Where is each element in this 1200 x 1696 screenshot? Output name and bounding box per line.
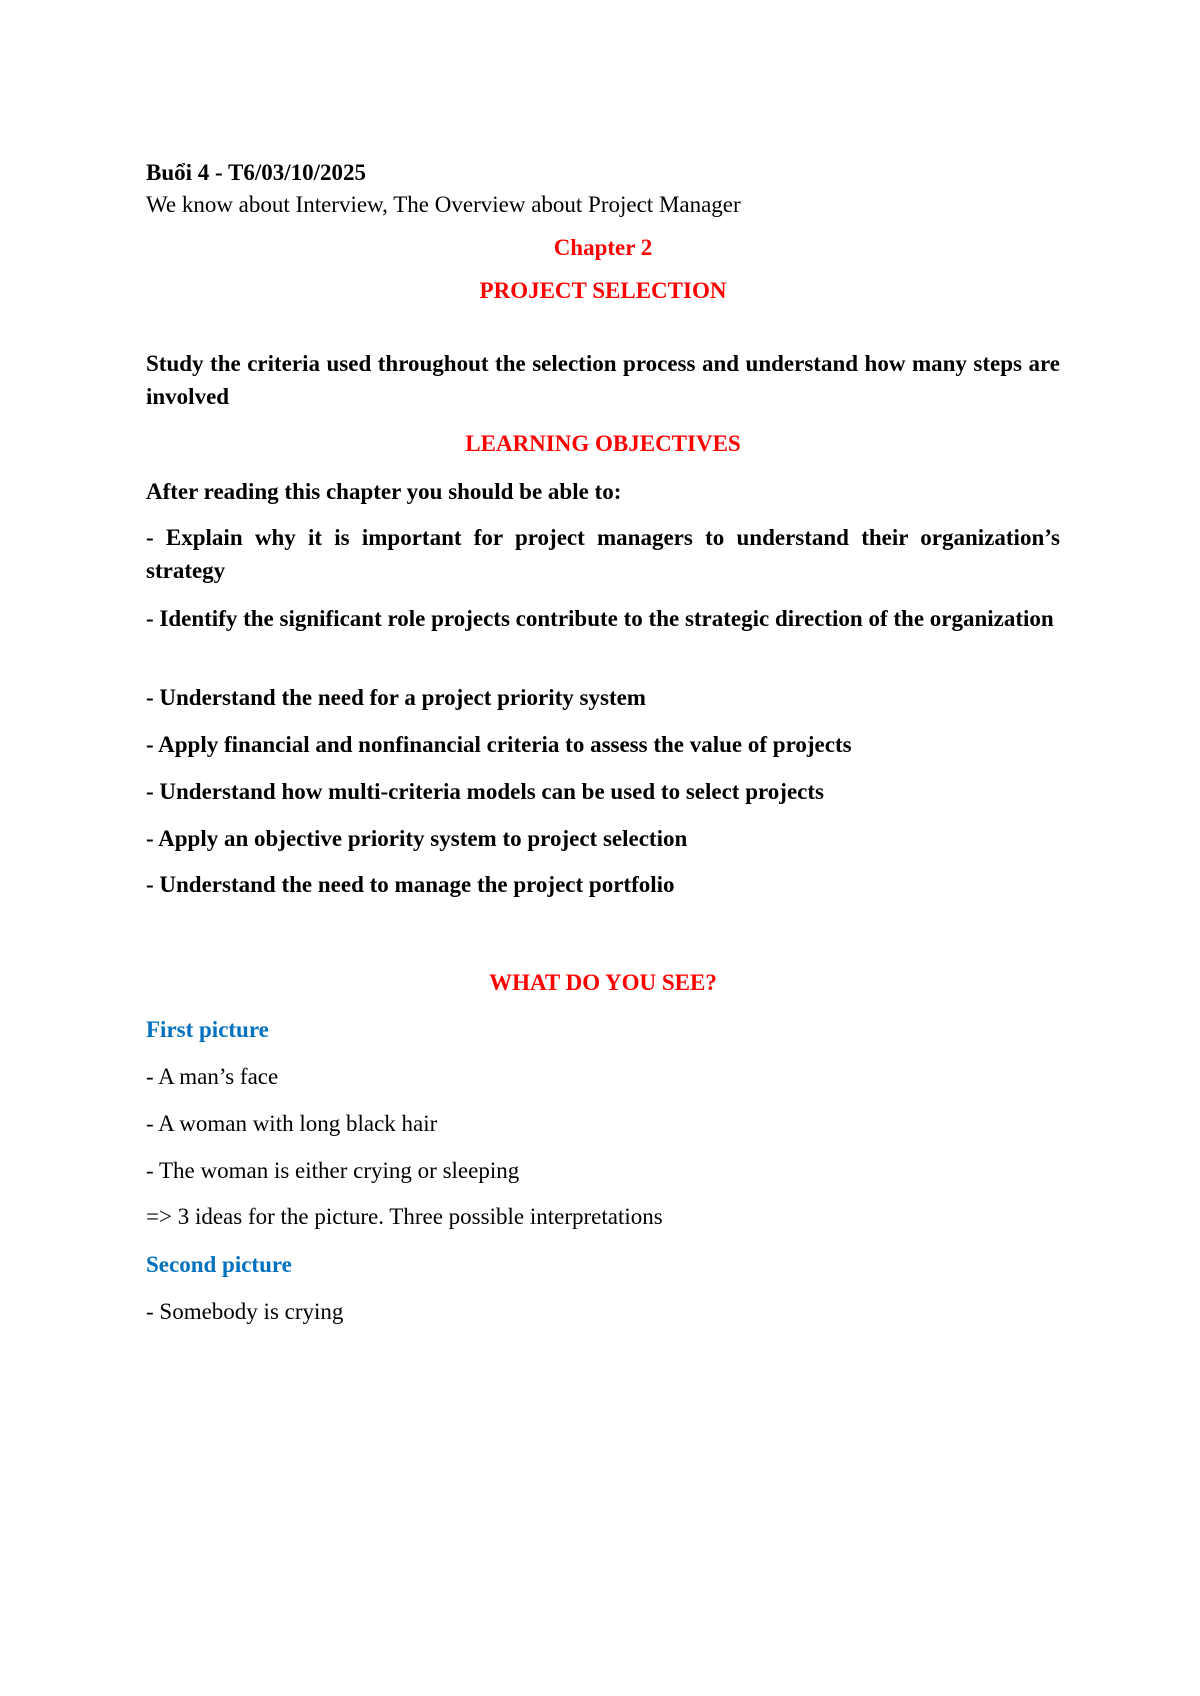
- document-page: [146, 0, 1060, 1696]
- objective-item: - Apply an objective priority system to project selection: [146, 826, 688, 851]
- objective-item: - Understand the need to manage the project portfolio: [146, 872, 675, 897]
- objective-item: - Understand how multi-criteria models can be used to select projects: [146, 779, 824, 804]
- chapter-title: PROJECT SELECTION: [479, 278, 727, 303]
- objectives-lead: After reading this chapter you should be able to:: [146, 479, 622, 504]
- second-picture-item: - Somebody is crying: [146, 1299, 344, 1324]
- objectives-heading: LEARNING OBJECTIVES: [465, 431, 741, 456]
- first-picture-item: - A woman with long black hair: [146, 1111, 438, 1136]
- objective-item: - Understand the need for a project priority system: [146, 685, 646, 710]
- first-picture-item: - The woman is either crying or sleeping: [146, 1158, 520, 1183]
- objective-item: - Identify the significant role projects contribute to the strategic direction of the organization: [146, 606, 1054, 631]
- objective-item: - Apply financial and nonfinancial criteria to assess the value of projects: [146, 732, 852, 757]
- first-picture-item: - A man’s face: [146, 1064, 279, 1089]
- chapter-summary: Study the criteria used throughout the selection process and understand how many steps are involved: [146, 351, 1060, 409]
- chapter-number: Chapter 2: [553, 235, 653, 260]
- second-picture-label: Second picture: [146, 1252, 292, 1277]
- session-title: Buổi 4 - T6/03/10/2025: [146, 160, 367, 185]
- intro-text: We know about Interview, The Overview about Project Manager: [146, 192, 741, 217]
- objective-item: - Explain why it is important for project managers to understand their organization’s strategy: [146, 525, 1060, 583]
- see-heading: WHAT DO YOU SEE?: [489, 970, 717, 995]
- first-picture-label: First picture: [146, 1017, 269, 1042]
- first-picture-conclusion: => 3 ideas for the picture. Three possible interpretations: [146, 1204, 663, 1229]
